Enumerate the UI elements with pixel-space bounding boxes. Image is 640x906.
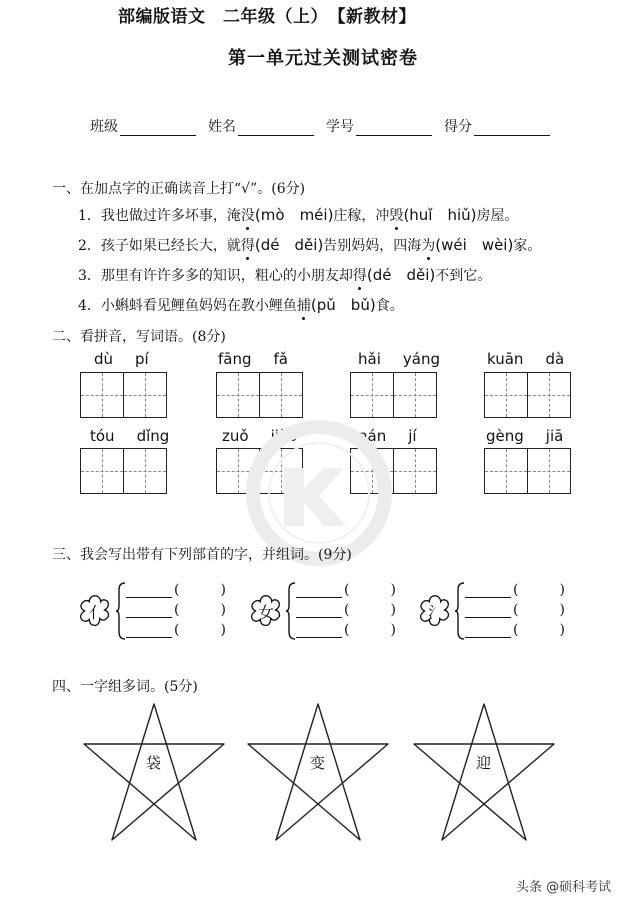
- section3-title: 三、我会写出带有下列部首的字，并组词。(9分): [52, 547, 352, 563]
- score-field[interactable]: 得分: [444, 116, 550, 136]
- header-title: 部编版语文 二年级（上） 【新教材】: [118, 7, 416, 27]
- writing-grid-4[interactable]: [484, 372, 571, 418]
- answer-group-1: [126, 578, 226, 638]
- bracket-icon: [455, 582, 465, 640]
- pinyin-word-3: hǎi yáng: [358, 350, 440, 368]
- question-1: 1．我也做过许多坏事，淹没(mò méi)庄稼，冲毁(huǐ hiǔ)房屋。: [78, 206, 519, 224]
- pinyin-word-8: gèng jiā: [486, 427, 564, 445]
- pinyin-word-6: zuǒ jiǎo: [222, 427, 298, 445]
- answer-group-3: [465, 578, 565, 638]
- student-id-field[interactable]: 学号: [326, 116, 432, 136]
- bracket-icon: [286, 582, 296, 640]
- section1-title: 一、在加点字的正确读音上打“√”。(6分): [52, 181, 306, 197]
- star-char-1: 袋: [146, 754, 162, 772]
- star-char-3: 迎: [476, 754, 492, 772]
- writing-grid-8[interactable]: [484, 448, 571, 494]
- radical-2: 女: [258, 603, 275, 622]
- footer-watermark: 头条 @硕科考试: [516, 880, 612, 895]
- pinyin-word-4: kuān dà: [487, 350, 565, 368]
- answer-row[interactable]: ( ): [126, 598, 226, 618]
- answer-row[interactable]: ( ): [465, 618, 565, 638]
- pinyin-word-7: nán jí: [358, 427, 417, 445]
- answer-row[interactable]: ( ): [296, 618, 396, 638]
- name-field[interactable]: 姓名: [208, 116, 314, 136]
- class-field[interactable]: 班级: [90, 116, 196, 136]
- section2-title: 二、看拼音，写词语。(8分): [52, 329, 226, 345]
- question-2: 2．孩子如果已经长大，就得(dé děi)告别妈妈，四海为(wéi wèi)家。: [78, 236, 542, 254]
- answer-row[interactable]: ( ): [296, 598, 396, 618]
- question-4: 4．小蝌蚪看见鲤鱼妈妈在教小鲤鱼捕(pǔ bǔ)食。: [78, 296, 404, 314]
- answer-row[interactable]: ( ): [296, 578, 396, 598]
- answer-row[interactable]: ( ): [126, 618, 226, 638]
- writing-grid-3[interactable]: [350, 372, 437, 418]
- answer-row[interactable]: ( ): [465, 578, 565, 598]
- answer-row[interactable]: ( ): [465, 598, 565, 618]
- star-char-2: 变: [310, 754, 326, 772]
- page-title: 第一单元过关测试密卷: [228, 48, 418, 69]
- pinyin-word-1: dù pí: [94, 350, 149, 368]
- writing-grid-1[interactable]: [80, 372, 167, 418]
- bracket-icon: [116, 582, 126, 640]
- pinyin-word-5: tóu dǐng: [90, 427, 170, 445]
- radical-3: 氵: [428, 603, 445, 622]
- writing-grid-5[interactable]: [80, 448, 167, 494]
- answer-group-2: [296, 578, 396, 638]
- writing-grid-2[interactable]: [216, 372, 303, 418]
- pinyin-word-2: fāng fǎ: [218, 350, 288, 368]
- question-3: 3．那里有许许多多的知识，粗心的小朋友却得(dé děi)不到它。: [78, 266, 492, 284]
- answer-row[interactable]: ( ): [126, 578, 226, 598]
- radical-1: 亻: [89, 603, 106, 622]
- student-info-row: [90, 116, 556, 136]
- section4-title: 四、一字组多词。(5分): [52, 679, 198, 695]
